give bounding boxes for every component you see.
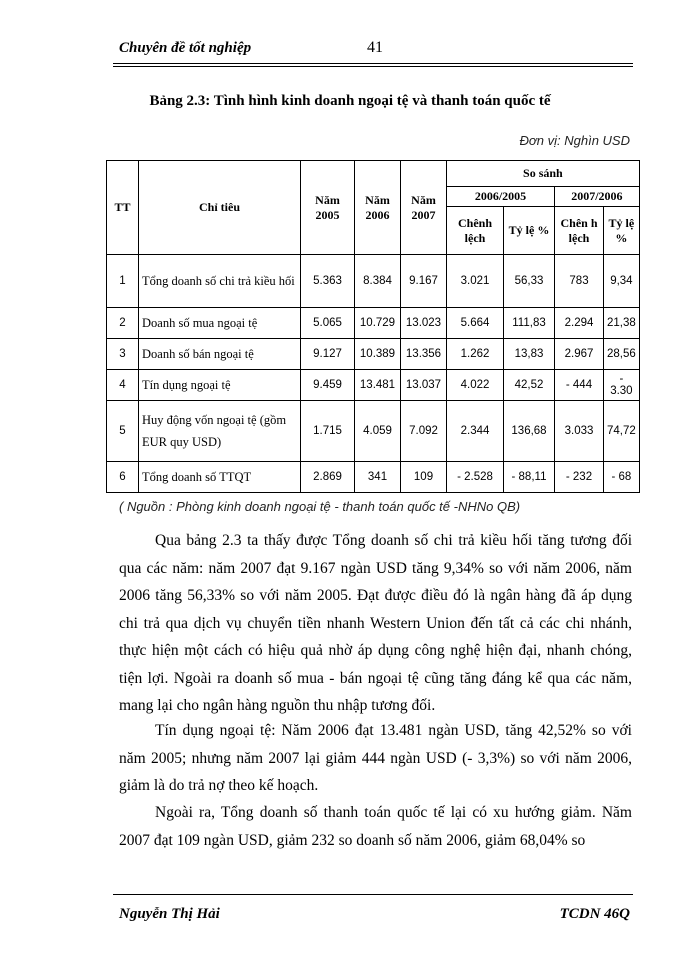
cell-indicator: Doanh số mua ngoại tệ xyxy=(139,308,301,339)
table-title: Bảng 2.3: Tình hình kinh doanh ngoại tệ và thanh toán quốc tế xyxy=(149,93,551,109)
cell-tt: 1 xyxy=(107,255,139,308)
cell-2007: 13.037 xyxy=(401,370,447,401)
col-tt: TT xyxy=(107,161,139,255)
page-number: 41 xyxy=(367,39,383,56)
col-diff-2: Chên h lệch xyxy=(555,207,604,255)
cell-indicator: Tổng doanh số TTQT xyxy=(139,462,301,493)
cell-tt: 5 xyxy=(107,401,139,462)
table-row xyxy=(107,401,640,462)
cell-2005: 9.127 xyxy=(301,339,355,370)
cell-ratio-2: 9,34 xyxy=(604,255,640,308)
cell-ratio-2: 21,38 xyxy=(604,308,640,339)
cell-indicator: Doanh số bán ngoại tệ xyxy=(139,339,301,370)
cell-diff-2: - 444 xyxy=(555,370,604,401)
cell-diff-2: 3.033 xyxy=(555,401,604,462)
cell-2005: 5.363 xyxy=(301,255,355,308)
table-row xyxy=(107,370,640,401)
cell-diff-1: 3.021 xyxy=(447,255,504,308)
data-table xyxy=(106,160,640,493)
cell-indicator: Huy động vốn ngoại tệ (gồm EUR quy USD) xyxy=(139,401,301,462)
cell-ratio-1: 111,83 xyxy=(504,308,555,339)
table-row xyxy=(107,308,640,339)
cell-ratio-2: 74,72 xyxy=(604,401,640,462)
col-diff-1: Chênh lệch xyxy=(447,207,504,255)
cell-ratio-2: - 3.30 xyxy=(604,370,640,401)
col-2006: Năm 2006 xyxy=(355,161,401,255)
cell-indicator: Tổng doanh số chi trả kiều hối xyxy=(139,255,301,308)
cell-2007: 109 xyxy=(401,462,447,493)
cell-2007: 13.023 xyxy=(401,308,447,339)
cell-diff-1: 4.022 xyxy=(447,370,504,401)
cell-2006: 4.059 xyxy=(355,401,401,462)
cell-ratio-2: 28,56 xyxy=(604,339,640,370)
page-header xyxy=(113,38,633,64)
cell-indicator: Tín dụng ngoại tệ xyxy=(139,370,301,401)
cell-2006: 10.389 xyxy=(355,339,401,370)
cell-ratio-1: 136,68 xyxy=(504,401,555,462)
cell-ratio-1: 42,52 xyxy=(504,370,555,401)
cell-tt: 3 xyxy=(107,339,139,370)
cell-diff-1: - 2.528 xyxy=(447,462,504,493)
cell-2005: 5.065 xyxy=(301,308,355,339)
cell-diff-1: 5.664 xyxy=(447,308,504,339)
table-row xyxy=(107,462,640,493)
col-indicator: Chỉ tiêu xyxy=(139,161,301,255)
cell-2005: 1.715 xyxy=(301,401,355,462)
table-row xyxy=(107,255,640,308)
cell-tt: 6 xyxy=(107,462,139,493)
header-rule-2 xyxy=(113,66,633,67)
cell-ratio-2: - 68 xyxy=(604,462,640,493)
cell-diff-1: 1.262 xyxy=(447,339,504,370)
header-title: Chuyên đề tốt nghiệp xyxy=(119,40,252,56)
cell-tt: 4 xyxy=(107,370,139,401)
cell-diff-2: 2.294 xyxy=(555,308,604,339)
cell-tt: 2 xyxy=(107,308,139,339)
cell-diff-1: 2.344 xyxy=(447,401,504,462)
cell-ratio-1: - 88,11 xyxy=(504,462,555,493)
col-2007: Năm 2007 xyxy=(401,161,447,255)
cell-2006: 341 xyxy=(355,462,401,493)
cell-2007: 9.167 xyxy=(401,255,447,308)
cell-2005: 2.869 xyxy=(301,462,355,493)
footer-rule xyxy=(113,894,633,895)
cell-2006: 13.481 xyxy=(355,370,401,401)
cell-diff-2: 2.967 xyxy=(555,339,604,370)
cell-ratio-1: 56,33 xyxy=(504,255,555,308)
cell-2006: 8.384 xyxy=(355,255,401,308)
cell-2007: 13.356 xyxy=(401,339,447,370)
footer-author: Nguyễn Thị Hải xyxy=(119,906,220,922)
table-source: ( Nguồn : Phòng kinh doanh ngoại tệ - thanh toán quốc tế -NHNo QB) xyxy=(119,499,521,514)
col-ratio-1: Tỷ lệ % xyxy=(504,207,555,255)
paragraph-1: Qua bảng 2.3 ta thấy được Tổng doanh số chi trả kiều hối tăng tương đối qua các năm: năm 2007 đạt 9.167 ngàn USD tăng 9,34% so với năm 2006, năm 2006 tăng 56,33% so với năm 2005. Đạt được điều đó là ngân hàng đã áp dụng chi trả qua dịch vụ chuyển tiền nhanh Western Union đến tất cả các chi nhánh, thực hiện một cách có hiệu quả nhờ áp dụng công nghệ hiện đại, nhanh chóng, tiện lợi. Ngoài ra doanh số mua - bán ngoại tệ cũng tăng đáng kể qua các năm, mang lại cho ngân hàng nguồn thu nhập tương đối. xyxy=(119,532,632,714)
paragraph-2: Tín dụng ngoại tệ: Năm 2006 đạt 13.481 ngàn USD, tăng 42,52% so với năm 2005; nhưng năm 2007 lại giảm 444 ngàn USD (- 3,3%) so với năm 2006, giảm là do trả nợ theo kế hoạch. xyxy=(119,722,632,794)
cell-2007: 7.092 xyxy=(401,401,447,462)
unit-label: Đơn vị: Nghìn USD xyxy=(519,133,630,148)
header-rule xyxy=(113,63,633,64)
paragraph-3: Ngoài ra, Tổng doanh số thanh toán quốc tế lại có xu hướng giảm. Năm 2007 đạt 109 ngàn USD, giảm 232 so doanh số năm 2006, giảm 68,04% so xyxy=(119,804,632,849)
footer-class: TCDN 46Q xyxy=(559,906,630,922)
cell-diff-2: - 232 xyxy=(555,462,604,493)
col-compare: So sánh xyxy=(447,161,640,187)
cell-2006: 10.729 xyxy=(355,308,401,339)
table-row xyxy=(107,339,640,370)
cell-2005: 9.459 xyxy=(301,370,355,401)
cell-diff-2: 783 xyxy=(555,255,604,308)
col-period-2: 2007/2006 xyxy=(555,187,640,207)
col-ratio-2: Tỷ lệ % xyxy=(604,207,640,255)
col-2005: Năm 2005 xyxy=(301,161,355,255)
cell-ratio-1: 13,83 xyxy=(504,339,555,370)
col-period-1: 2006/2005 xyxy=(447,187,555,207)
